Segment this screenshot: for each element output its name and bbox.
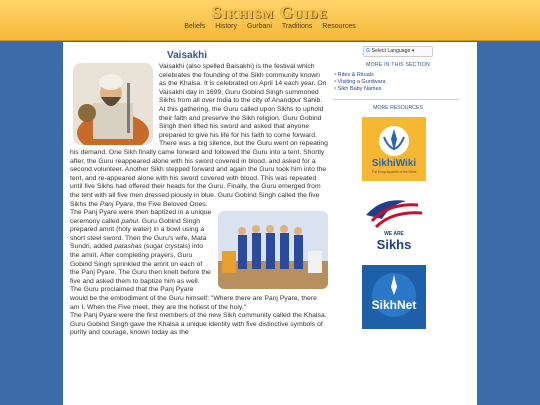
sidebar bbox=[333, 46, 463, 331]
section-link-baby-names[interactable]: ◆ Sikh Baby Names bbox=[334, 85, 463, 92]
svg-text:SikhNet: SikhNet bbox=[371, 298, 417, 312]
section-title: MORE IN THIS SECTION bbox=[366, 62, 430, 68]
main-nav bbox=[0, 23, 540, 30]
sikhiwiki-logo bbox=[362, 117, 426, 181]
sikhnet-logo bbox=[362, 265, 426, 329]
chevron-down-icon: ▾ bbox=[411, 48, 415, 54]
svg-text:WE ARE: WE ARE bbox=[384, 231, 404, 237]
section-link-gurdwara[interactable]: ◆ Visiting a Gurdwara bbox=[334, 78, 463, 85]
sikhnet-ad[interactable] bbox=[362, 265, 426, 331]
site-logo[interactable]: Sikhism Guide bbox=[212, 3, 328, 22]
nav-traditions[interactable]: Traditions bbox=[281, 23, 313, 30]
we-are-sikhs-logo bbox=[362, 191, 426, 255]
site-header bbox=[0, 0, 540, 41]
we-are-sikhs-ad[interactable] bbox=[362, 191, 426, 257]
svg-text:SikhiWiki: SikhiWiki bbox=[371, 158, 417, 169]
nav-gurbani[interactable]: Gurbani bbox=[246, 23, 272, 30]
intro-paragraph: Vaisakhi (also spelled Baisakhi) is the festival which celebrates the founding of the Sikh community known as the Khalsa. It is celebrated on April 14 each year. On Vaisakhi day in 1699, Guru Gobind Singh summoned Sikhs from all over India to the city of Anandpur Sahib. At this gathering, the Guru called upon Sikhs to uphold their faith and preserve the Sikh religion. Guru Gobind Singh then lifted his sword and asked that anyone prepared to give his life for his faith to come forward. There was a big silence, but the Guru went on repeating his demand. One Sikh finally came forward and followed the Guru into a tent. Shortly after, the Guru reappeared alone with his sword covered in blood, and asked for a second volunteer. Another Sikh stepped forward and again the Guru took him into the tent, and re-appeared alone with his sword covered with blood. This was repeated until five Sikhs had offered their heads for the Guru. Finally, the Guru emerged from the tent with all five men dressed piously in blue. Guru Gobind Singh called the five Sikhs the Panj Pyare, the Five Beloved Ones. bbox=[70, 63, 328, 208]
guru-gobind-singh-image bbox=[73, 63, 153, 145]
content-page bbox=[63, 42, 477, 405]
section-links bbox=[334, 71, 463, 92]
language-select[interactable]: G Select Language ▾ bbox=[363, 46, 433, 57]
nav-history[interactable]: History bbox=[215, 23, 238, 30]
khalsa-paragraph: The Panj Pyare were the first members of the new Sikh community called the Khalsa. Guru Gobind Singh gave the Khalsa a unique identity with five distinctive symbols of purity and courage, known today as the bbox=[70, 312, 327, 337]
nav-beliefs[interactable]: Beliefs bbox=[184, 23, 206, 30]
resources-title: MORE RESOURCES bbox=[373, 105, 423, 111]
baptism-paragraph: The Panj Pyare were then baptized in a unique ceremony called pahul. Guru Gobind Singh prepared amrit (holy water) in a bowl using a short steel sword. Then the Guru's wife, Mata Sundri, added patashas (sugar crystals) into the amrit. After completing prayers, Guru Gobind Singh sprinkled the amrit on each of the Panj Pyare. The Guru then knelt before the five and asked them to baptize him as well. The Guru proclaimed that the Panj Pyare would be the embodiment of the Guru himself: "Where there are Panj Pyare, there am I. When the Five meet, they are the holiest of the holy." bbox=[70, 209, 317, 311]
panj-pyare-image bbox=[218, 211, 328, 289]
nav-resources[interactable]: Resources bbox=[322, 23, 356, 30]
sikhiwiki-ad[interactable] bbox=[362, 117, 426, 183]
google-icon: G bbox=[366, 48, 371, 54]
section-link-rites[interactable]: ◆ Rites & Rituals bbox=[334, 71, 463, 78]
sidebar-divider bbox=[333, 99, 459, 100]
article bbox=[70, 46, 328, 338]
svg-text:Sikhs: Sikhs bbox=[376, 237, 412, 252]
page-title: Vaisakhi bbox=[167, 50, 208, 61]
svg-text:The Encyclopaedia of the Sikhs: The Encyclopaedia of the Sikhs bbox=[371, 170, 417, 174]
